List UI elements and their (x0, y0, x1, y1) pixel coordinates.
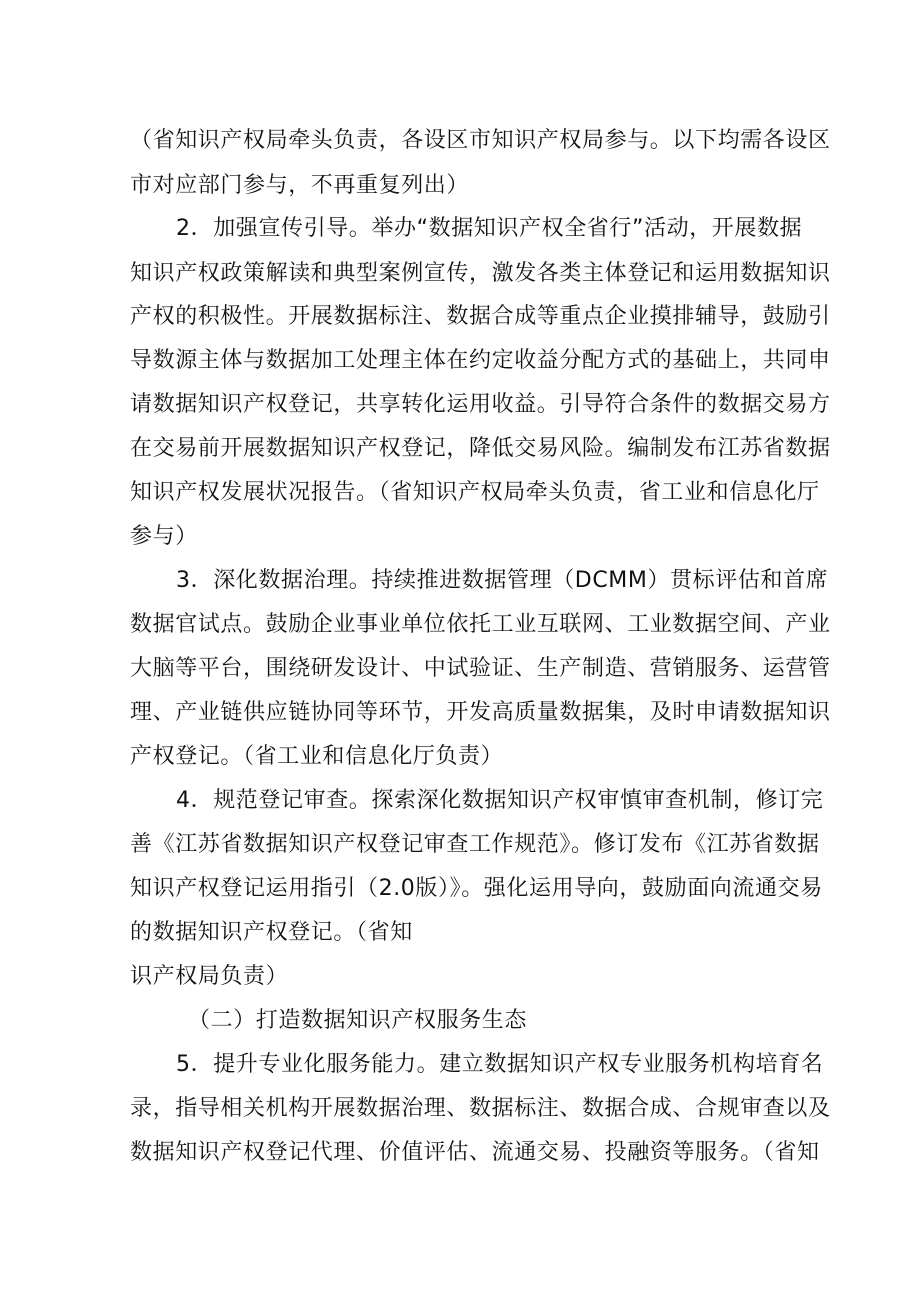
text-line: 参与） (130, 524, 198, 549)
paragraph-5-start: 5．提升专业化服务能力。建立数据知识产权专业服务机构培育名 (176, 1052, 824, 1077)
section-heading: （二）打造数据知识产权服务生态 (188, 1008, 528, 1033)
text-line: 数据知识产权登记代理、价值评估、流通交易、投融资等服务。（省知 (130, 1140, 820, 1165)
paragraph-4-start: 4．规范登记审查。探索深化数据知识产权审慎审查机制，修订完 (176, 788, 824, 813)
text-line: 的数据知识产权登记。（省知 (130, 920, 413, 945)
text-line: 产权的积极性。开展数据标注、数据合成等重点企业摸排辅导，鼓励引 (130, 304, 831, 329)
text-line: （省知识产权局牵头负责，各设区市知识产权局参与。以下均需各设区 (130, 128, 831, 153)
text-line: 数据官试点。鼓励企业事业单位依托工业互联网、工业数据空间、产业 (130, 612, 831, 637)
text-line: 知识产权政策解读和典型案例宣传，激发各类主体登记和运用数据知识 (130, 261, 831, 286)
text-line: 知识产权发展状况报告。（省知识产权局牵头负责，省工业和信息化厅 (130, 480, 820, 505)
text-line: 请数据知识产权登记，共享转化运用收益。引导符合条件的数据交易方 (130, 392, 831, 417)
text-line: 市对应部门参与，不再重复列出） (130, 173, 470, 198)
text-line: 产权登记。（省工业和信息化厅负责） (130, 744, 504, 769)
text-line: 识产权局负责） (130, 964, 289, 989)
text-line: 录，指导相关机构开展数据治理、数据标注、数据合成、合规审查以及 (130, 1096, 831, 1121)
text-line: 知识产权登记运用指引（2.0版）》。强化运用导向，鼓励面向流通交易 (130, 876, 823, 901)
paragraph-3-start: 3．深化数据治理。持续推进数据管理（DCMM）贯标评估和首席 (176, 568, 829, 593)
text-line: 善《江苏省数据知识产权登记审查工作规范》。修订发布《江苏省数据 (130, 832, 820, 857)
text-line: 导数源主体与数据加工处理主体在约定收益分配方式的基础上，共同申 (130, 348, 831, 373)
text-line: 在交易前开展数据知识产权登记，降低交易风险。编制发布江苏省数据 (130, 436, 831, 461)
text-line: 理、产业链供应链协同等环节，开发高质量数据集，及时申请数据知识 (130, 700, 831, 725)
paragraph-2-start: 2．加强宣传引导。举办“数据知识产权全省行”活动，开展数据 (176, 216, 803, 241)
text-line: 大脑等平台，围绕研发设计、中试验证、生产制造、营销服务、运营管 (130, 656, 831, 681)
